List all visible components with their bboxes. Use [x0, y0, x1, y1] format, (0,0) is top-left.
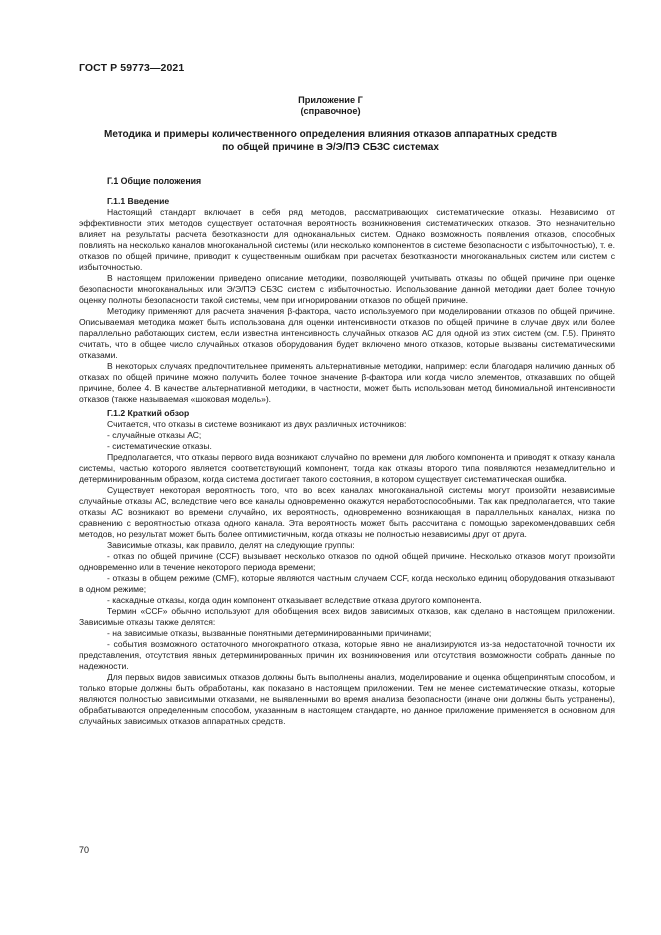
page-title-line-1: Методика и примеры количественного определения влияния отказов аппаратных средств	[104, 129, 557, 140]
page-title	[79, 128, 582, 154]
list-item: - события возможного остаточного многократного отказа, которые явно не анализируются из-за недостаточной точности их представления, отсутствия явных детерминированных причин их возникновения или отсутствия возможности собрать данные по надежности.	[79, 639, 615, 671]
section-heading: Г.1 Общие положения	[107, 176, 202, 186]
paragraph: Настоящий стандарт включает в себя ряд методов, рассматривающих систематические отказы. Независимо от эффективности этих методов существует остаточная вероятность возникновения систематических отказов. Это незначительно влияет на результаты расчета безотказности для одноканальных систем. Однако возможность появления отказов, способных повлиять на несколько каналов многоканальной системы (или несколько компонентов в системе безопасности с избыточностью), т. е. отказов по общей причине, приводит к существенным ошибкам при расчетах безотказности многоканальных систем или систем с избыточностью.	[79, 207, 615, 272]
annex-title: Приложение Г	[298, 95, 363, 105]
paragraph: Предполагается, что отказы первого вида возникают случайно по времени для любого компонента и приводят к отказу канала системы, частью которого является соответствующий компонент, тогда как отказы второго типа появляются незамедлительно и детерминированным образом, когда система достигает такого состояния, в котором существует систематическая ошибка.	[79, 452, 615, 484]
document-code: ГОСТ Р 59773—2021	[79, 62, 185, 74]
paragraph: Для первых видов зависимых отказов должны быть выполнены анализ, моделирование и оценка общепринятым способом, и только вторые должны быть обработаны, как показано в настоящем приложении. Тем не менее систематические отказы, которые являются полностью зависимыми отказами, не выявленными во время анализа безопасности (иначе они должны быть устранены), обрабатываются определенным способом, указанным в настоящем стандарте, но данное приложение применяется в основном для случайных зависимых отказов аппаратных средств.	[79, 672, 615, 726]
list-item: - случайные отказы АС;	[107, 430, 202, 440]
list-item: - систематические отказы.	[107, 441, 212, 451]
list-item: - отказы в общем режиме (CMF), которые являются частным случаем CCF, когда несколько единиц оборудования отказывают в одном режиме;	[79, 573, 615, 594]
page-title-line-2: по общей причине в Э/Э/ПЭ СБЗС системах	[222, 142, 439, 153]
list-item: - на зависимые отказы, вызванные понятными детерминированными причинами;	[107, 628, 432, 638]
paragraph: Термин «CCF» обычно используют для обобщения всех видов зависимых отказов, как сделано в настоящем приложении. Зависимые отказы также делятся:	[79, 606, 615, 627]
document-body	[79, 176, 615, 727]
paragraph: В настоящем приложении приведено описание методики, позволяющей учитывать отказы по общей причине при оценке безопасности многоканальных или Э/Э/ПЭ СБЗС систем с избыточностью. Использование данной методики дает более точную оценку полноты безопасности такой системы, чем при игнорировании отказов по общей причине.	[79, 273, 615, 305]
paragraph: В некоторых случаях предпочтительнее применять альтернативные методики, например: если благодаря наличию данных об отказах по общей причине можно получить более точное значение β-фактора или когда число элементов, отказавших по общей причине, более 4. В качестве альтернативной методики, в частности, может быть использован метод биномиальной интенсивности отказов (также называемая «шоковая модель»).	[79, 361, 615, 404]
subsection-heading-introduction: Г.1.1 Введение	[107, 196, 170, 206]
paragraph: Считается, что отказы в системе возникают из двух различных источников:	[107, 419, 407, 429]
annex-heading	[79, 95, 582, 117]
paragraph: Зависимые отказы, как правило, делят на следующие группы:	[107, 540, 355, 550]
paragraph: Методику применяют для расчета значения β-фактора, часто используемого при моделировании отказов по общей причине. Описываемая методика может быть использована для оценки интенсивности отказов по общей причине в случае двух или более параллельно работающих систем, если известна интенсивность случайных отказов АС для одной из этих систем (см. Г.5). Принято считать, что в общее число случайных отказов оборудования будет включено много отказов, которые вызваны систематическими отказами.	[79, 306, 615, 360]
subsection-heading-overview: Г.1.2 Краткий обзор	[107, 408, 190, 418]
paragraph: Существует некоторая вероятность того, что во всех каналах многоканальной системы могут произойти независимые случайные отказы АС, вследствие чего все каналы одновременно окажутся неработоспособными. Так как предполагается, что такие отказы АС возникают во времени случайно, их вероятность, одновременно возникающая в параллельных каналах, низка по сравнению с вероятностью отказа одного канала. Эта вероятность может быть рассчитана с помощью зарекомендовавших себя методов, но результат может быть более оптимистичным, когда отказы не полностью независимы друг от друга.	[79, 485, 615, 539]
list-item: - каскадные отказы, когда один компонент отказывает вследствие отказа другого компонента.	[107, 595, 482, 605]
annex-subtitle: (справочное)	[300, 106, 361, 116]
page-number: 70	[79, 845, 90, 855]
list-item: - отказ по общей причине (CCF) вызывает несколько отказов по одной общей причине. Несколько отказов могут произойти одновременно или в течение некоторого периода времени;	[79, 551, 615, 572]
